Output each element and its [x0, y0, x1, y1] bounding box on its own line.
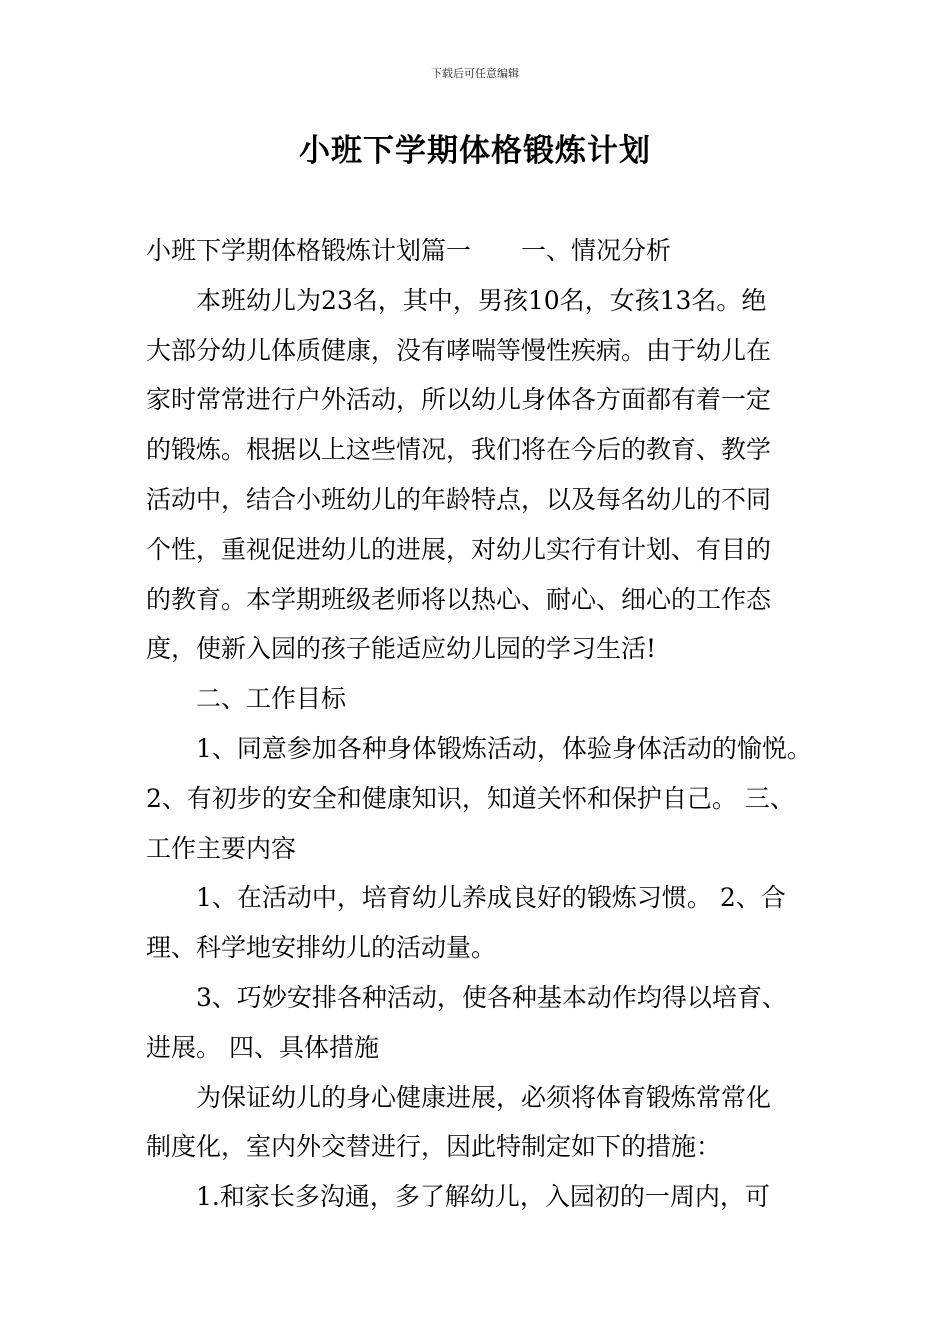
body-line: 1、在活动中，培育幼儿养成良好的锻炼习惯。 2、合 [146, 883, 786, 913]
body-line: 小班下学期体格锻炼计划篇一 一、情况分析 [146, 236, 672, 265]
body-line: 度，使新入园的孩子能适应幼儿园的学习生活! [146, 634, 657, 664]
body-line: 理、科学地安排幼儿的活动量。 [146, 933, 497, 963]
body-line: 活动中，结合小班幼儿的年龄特点，以及每名幼儿的不同 [146, 484, 772, 514]
body-line: 1、同意参加各种身体锻炼活动，体验身体活动的愉悦。 [146, 733, 812, 763]
document-body [146, 226, 812, 1222]
body-line: 家时常常进行户外活动，所以幼儿身体各方面都有着一定 [146, 385, 772, 415]
body-line: 的锻炼。根据以上这些情况，我们将在今后的教育、教学 [146, 435, 772, 465]
body-line: 1.和家长多沟通，多了解幼儿，入园初的一周内，可 [146, 1182, 770, 1212]
body-line: 进展。 四、具体措施 [146, 1032, 379, 1062]
document-title: 小班下学期体格锻炼计划 [299, 133, 651, 169]
body-line: 大部分幼儿体质健康，没有哮喘等慢性疾病。由于幼儿在 [146, 335, 772, 365]
header-note: 下载后可任意编辑 [431, 67, 519, 80]
body-line: 的教育。本学期班级老师将以热心、耐心、细心的工作态 [146, 584, 772, 614]
body-line: 为保证幼儿的身心健康进展，必须将体育锻炼常常化 [146, 1082, 772, 1112]
body-line: 二、工作目标 [146, 684, 347, 714]
body-line: 2、有初步的安全和健康知识，知道关怀和保护自己。 三、 [146, 783, 795, 813]
body-line: 制度化，室内外交替进行，因此特制定如下的措施： [146, 1132, 722, 1162]
body-line: 个性，重视促进幼儿的进展，对幼儿实行有计划、有目的 [146, 534, 772, 564]
body-line: 本班幼儿为23名，其中，男孩10名，女孩13名。绝 [146, 285, 767, 315]
body-line: 工作主要内容 [146, 833, 297, 863]
body-line: 3、巧妙安排各种活动，使各种基本动作均得以培育、 [146, 982, 787, 1012]
